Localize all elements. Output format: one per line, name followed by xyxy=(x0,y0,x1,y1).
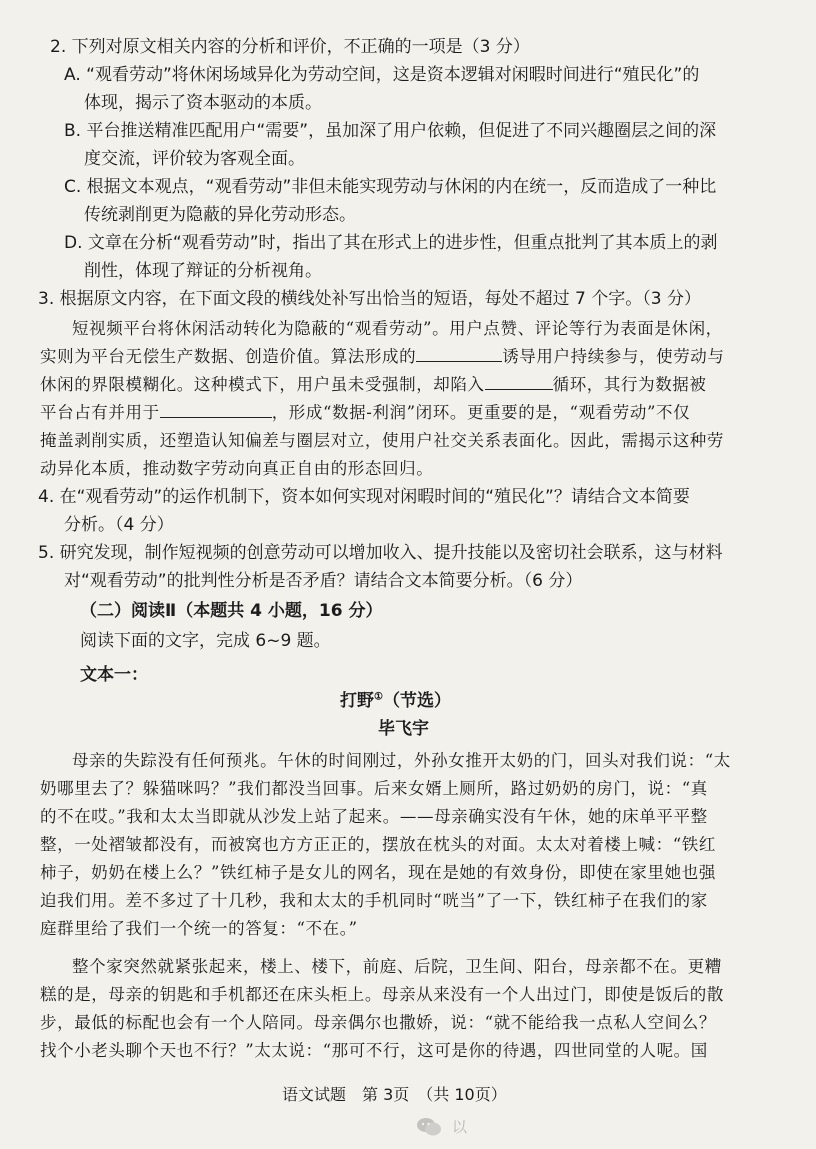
watermark-text: 以 xyxy=(452,1118,468,1136)
q3-answer-blank-2[interactable] xyxy=(485,375,553,390)
article-line: 庭群里给了我们一个统一的答复：“不在。” xyxy=(40,919,358,938)
q3-passage-line3 xyxy=(40,374,707,396)
article-line: 柿子，奶奶在楼上么？”铁红柿子是女儿的网名，现在是她的有效身份，即使在家里她也强 xyxy=(40,863,716,882)
q4-line1: 4. 在“观看劳动”的运作机制下，资本如何实现对闲暇时间的“殖民化”？请结合文本简要 xyxy=(38,487,690,507)
q2-option-a-line1: A. “观看劳动”将休闲场域异化为劳动空间，这是资本逻辑对闲暇时间进行“殖民化”的 xyxy=(64,65,700,85)
q4-line2: 分析。（4 分） xyxy=(64,515,174,535)
q3-passage-line2-a: 实则为平台无偿生产数据、创造价值。算法形成的 xyxy=(40,347,417,366)
article-line: 奶哪里去了？躲猫咪吗？”我们都没当回事。后来女婿上厕所，路过奶奶的房门，说：“真 xyxy=(40,779,708,798)
q3-answer-blank-1[interactable] xyxy=(416,347,502,362)
article-line: 母亲的失踪没有任何预兆。午休的时间刚过，外孙女推开太奶的门，回头对我们说：“太 xyxy=(72,751,731,770)
section-heading: （二）阅读Ⅱ（本题共 4 小题，16 分） xyxy=(80,601,383,621)
q3-passage-line2 xyxy=(40,346,725,368)
q2-stem: 2. 下列对原文相关内容的分析和评价，不正确的一项是（3 分） xyxy=(50,37,530,57)
q5-line2: 对“观看劳动”的批判性分析是否矛盾？请结合文本简要分析。（6 分） xyxy=(64,571,583,591)
footnote-mark: ① xyxy=(374,691,383,703)
page-footer: 语文试题 第 3页 （共 10页） xyxy=(282,1085,507,1104)
q3-passage-line5: 掩盖剥削实质，还塑造认知偏差与圈层对立，使用户社交关系表面化。因此，需揭示这种劳 xyxy=(40,431,724,450)
q3-answer-blank-3[interactable] xyxy=(160,403,272,418)
article-title-suffix: （节选） xyxy=(382,691,451,711)
q3-passage-line2-b: 诱导用户持续参与，使劳动与 xyxy=(502,347,725,366)
article-line: 步，最低的标配也会有一个人陪同。母亲偶尔也撒娇，说：“就不能给我一点私人空间么？ xyxy=(40,1013,716,1032)
q2-option-d-line1: D. 文章在分析“观看劳动”时，指出了其在形式上的进步性，但重点批判了其本质上的剥 xyxy=(64,233,718,253)
article-line: 整个家突然就紧张起来，楼上、楼下，前庭、后院，卫生间、阳台，母亲都不在。更糟 xyxy=(72,957,722,976)
q3-stem: 3. 根据原文内容，在下面文段的横线处补写出恰当的短语，每处不超过 7 个字。（3 分） xyxy=(38,289,701,309)
q3-passage-line1: 短视频平台将休闲活动转化为隐蔽的“观看劳动”。用户点赞、评论等行为表面是休闲， xyxy=(72,319,723,338)
q3-passage-line3-a: 休闲的界限模糊化。这种模式下，用户虽未受强制，却陷入 xyxy=(40,375,485,394)
article-line: 的不在哎。”我和太太当即就从沙发上站了起来。——母亲确实没有午休，她的床单平平整 xyxy=(40,807,708,826)
article-line: 迫我们用。差不多过了十几秒，我和太太的手机同时“咣当”了一下，铁红柿子在我们的家 xyxy=(40,891,708,910)
article-title-text: 打野 xyxy=(340,691,374,711)
text-label: 文本一： xyxy=(80,665,148,685)
section-instruction: 阅读下面的文字，完成 6~9 题。 xyxy=(80,631,331,651)
wechat-icon xyxy=(416,1117,442,1137)
article-line: 糕的是，母亲的钥匙和手机都还在床头柜上。母亲从来没有一个人出过门，即使是饭后的散 xyxy=(40,985,724,1004)
q3-passage-line6: 动异化本质，推动数字劳动向真正自由的形态回归。 xyxy=(40,459,434,478)
q3-passage-line4-b: ，形成“数据-利润”闭环。更重要的是，“观看劳动”不仅 xyxy=(271,403,691,422)
q2-option-c-line1: C. 根据文本观点，“观看劳动”非但未能实现劳动与休闲的内在统一，反而造成了一种比 xyxy=(64,177,717,197)
article-title xyxy=(340,690,451,712)
q2-option-b-line2: 度交流，评价较为客观全面。 xyxy=(84,149,305,169)
q2-option-c-line2: 传统剥削更为隐蔽的异化劳动形态。 xyxy=(84,205,356,225)
article-line: 整，一处褶皱都没有，而被窝也方方正正的，摆放在枕头的对面。太太对着楼上喊：“铁红 xyxy=(40,835,716,854)
q2-option-b-line1: B. 平台推送精准匹配用户“需要”，虽加深了用户依赖，但促进了不同兴趣圈层之间的深 xyxy=(64,121,717,141)
q3-passage-line4-a: 平台占有并用于 xyxy=(40,403,160,422)
watermark xyxy=(416,1116,467,1137)
q2-option-a-line2: 体现，揭示了资本驱动的本质。 xyxy=(84,93,322,113)
article-author: 毕飞宇 xyxy=(378,719,429,739)
q5-line1: 5. 研究发现，制作短视频的创意劳动可以增加收入、提升技能以及密切社会联系，这与材料 xyxy=(38,543,723,563)
q3-passage-line4 xyxy=(40,402,690,424)
q2-option-d-line2: 削性，体现了辩证的分析视角。 xyxy=(84,261,322,281)
q3-passage-line3-b: 循环，其行为数据被 xyxy=(552,375,707,394)
article-line: 找个小老头聊个天也不行？”太太说：“那可不行，这可是你的待遇，四世同堂的人呢。国 xyxy=(40,1041,708,1060)
